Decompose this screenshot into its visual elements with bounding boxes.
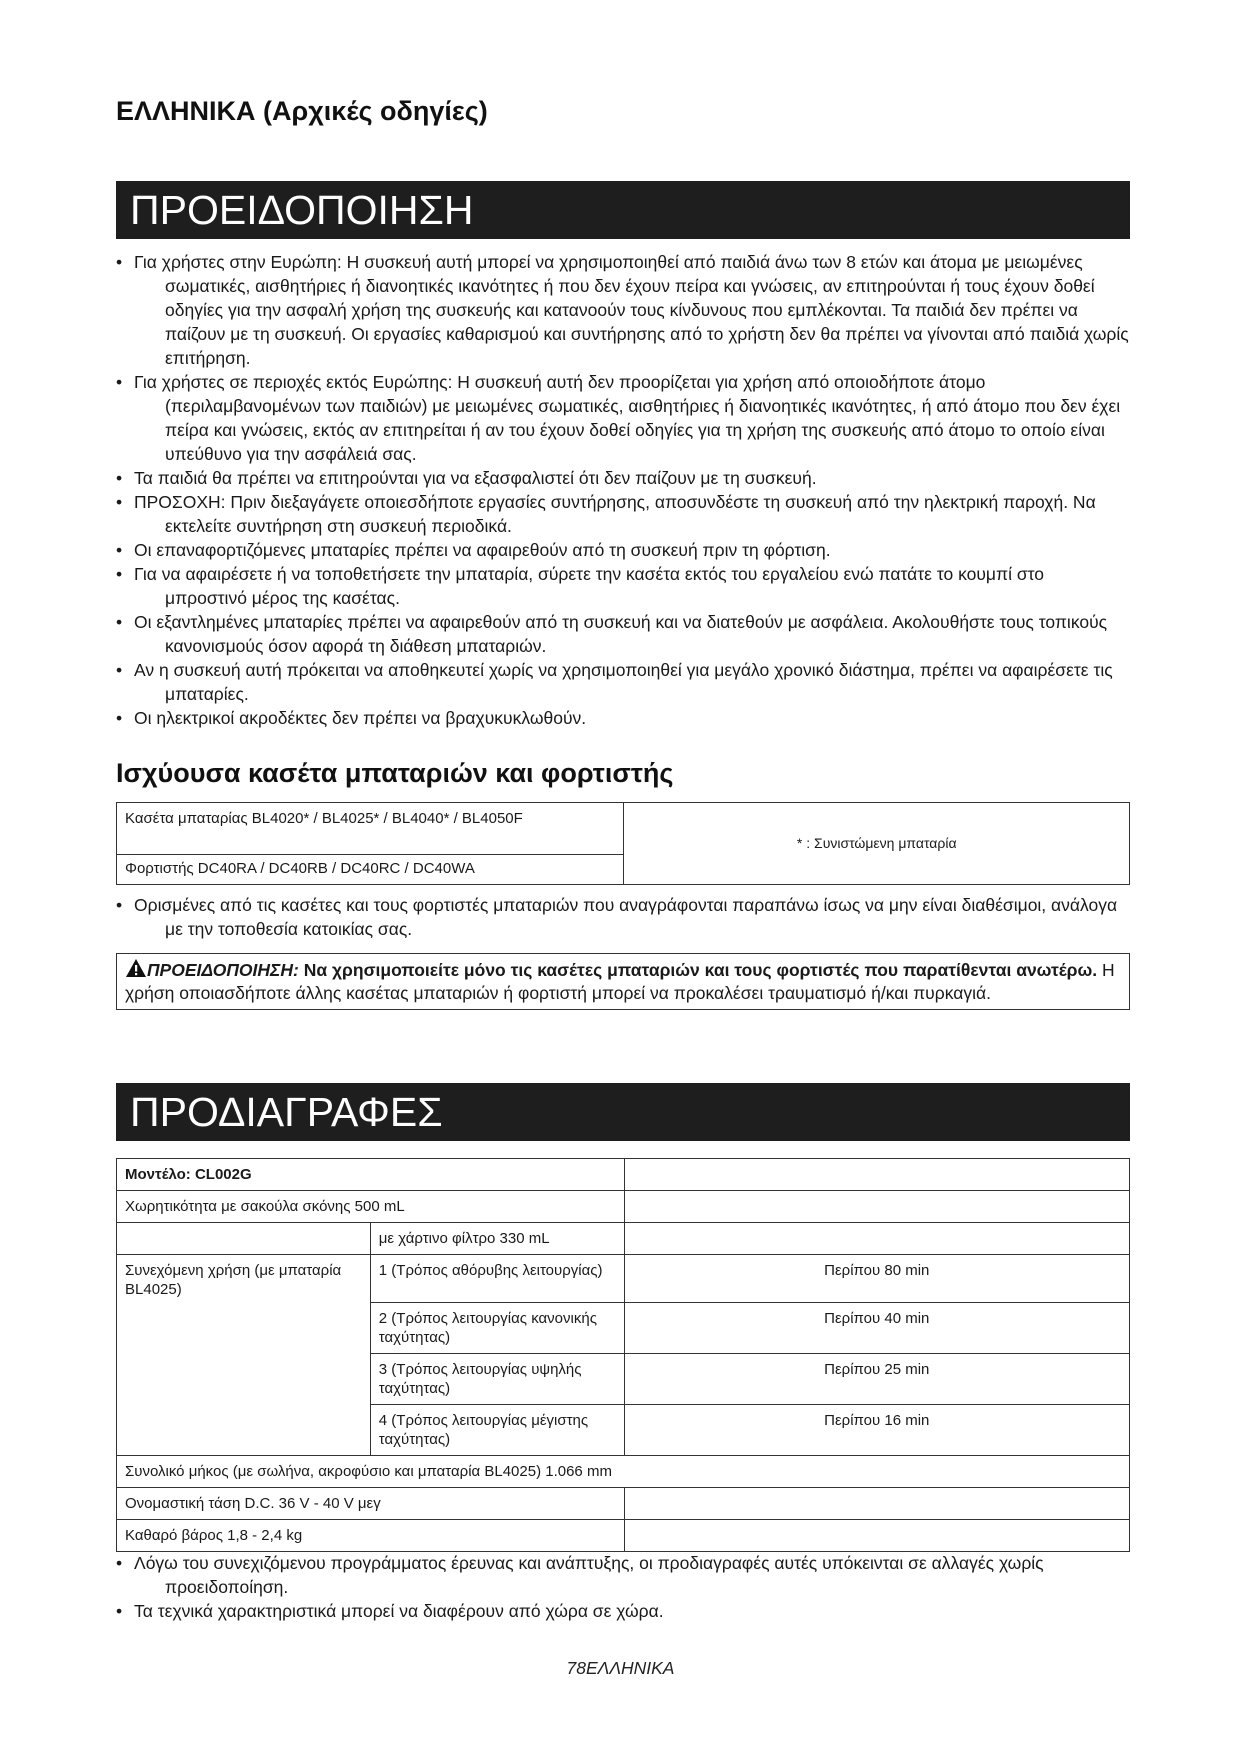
empty-cell bbox=[117, 1223, 371, 1255]
list-item: • Για να αφαιρέσετε ή να τοποθετήσετε την μπαταρία, σύρετε την κασέτα εκτός του εργαλείου ενώ πατάτε το κουμπί στο μπροστινό μέρος της κασέτας. bbox=[116, 562, 1130, 610]
table-row bbox=[117, 1520, 1130, 1552]
empty-cell bbox=[624, 1488, 1129, 1520]
runtime-mode-cell: 4 (Τρόπος λειτουργίας μέγιστης ταχύτητας) bbox=[370, 1405, 624, 1456]
runtime-value-cell: Περίπου 80 min bbox=[624, 1255, 1129, 1303]
battery-cell: Κασέτα μπαταρίας BL4020* / BL4025* / BL4040* / BL4050F bbox=[117, 803, 624, 855]
runtime-label-cell: Συνεχόμενη χρήση (με μπαταρία BL4025) bbox=[117, 1255, 371, 1456]
battery-table bbox=[116, 802, 1130, 885]
warning-strong-text: Να χρησιμοποιείτε μόνο τις κασέτες μπαταριών και τους φορτιστές που παρατίθενται ανωτέρω. bbox=[303, 960, 1098, 980]
warning-text: Η χρήση οποιασδήποτε άλλης κασέτας μπαταριών ή φορτιστή μπορεί να προκαλέσει τραυματισμό ή/και πυρκαγιά. bbox=[125, 960, 1115, 1003]
battery-section-heading: Ισχύουσα κασέτα μπαταριών και φορτιστής bbox=[116, 758, 674, 788]
runtime-value-cell: Περίπου 25 min bbox=[624, 1354, 1129, 1405]
model-cell: Μοντέλο: CL002G bbox=[117, 1159, 625, 1191]
table-row bbox=[117, 1456, 1130, 1488]
runtime-value-cell: Περίπου 16 min bbox=[624, 1405, 1129, 1456]
table-row bbox=[117, 1223, 1130, 1255]
list-item: • Οι επαναφορτιζόμενες μπαταρίες πρέπει να αφαιρεθούν από τη συσκευή πριν τη φόρτιση. bbox=[116, 538, 1130, 562]
page-title: ΕΛΛΗΝΙΚΑ (Αρχικές οδηγίες) bbox=[116, 96, 488, 126]
weight-cell: Καθαρό βάρος 1,8 - 2,4 kg bbox=[117, 1520, 625, 1552]
runtime-mode-cell: 1 (Τρόπος αθόρυβης λειτουργίας) bbox=[370, 1255, 624, 1303]
list-item: • Τα τεχνικά χαρακτηριστικά μπορεί να διαφέρουν από χώρα σε χώρα. bbox=[116, 1599, 1130, 1623]
list-item: • Οι εξαντλημένες μπαταρίες πρέπει να αφαιρεθούν από τη συσκευή και να διατεθούν με ασφάλεια. Ακολουθήστε τους τοπικούς κανονισμούς όσον αφορά τη διάθεση μπαταριών. bbox=[116, 610, 1130, 658]
warning-label: ΠΡΟΕΙΔΟΠΟΙΗΣΗ: bbox=[147, 960, 299, 980]
specs-table bbox=[116, 1158, 1130, 1552]
table-row bbox=[117, 1191, 1130, 1223]
warning-list bbox=[116, 250, 1130, 730]
warning-section-heading: ΠΡΟΕΙΔΟΠΟΙΗΣΗ bbox=[116, 181, 1130, 239]
runtime-mode-cell: 3 (Τρόπος λειτουργίας υψηλής ταχύτητας) bbox=[370, 1354, 624, 1405]
battery-warning-box bbox=[116, 953, 1130, 1010]
list-item: • Για χρήστες στην Ευρώπη: Η συσκευή αυτή μπορεί να χρησιμοποιηθεί από παιδιά άνω των 8 ετών και άτομα με μειωμένες σωματικές, αισθητήριες ή διανοητικές ικανότητες ή που δεν έχουν πείρα και γνώσεις, αν επιτηρούνται ή τους έχουν δοθεί οδηγίες για την ασφαλή χρήση της συσκευής και κατανοούν τους κίνδυνους που εμπλέκονται. Τα παιδιά δεν πρέπει να παίζουν με τη συσκευή. Οι εργασίες καθαρισμού και συντήρησης από το χρήστη δεν θα πρέπει να γίνονται από παιδιά χωρίς επιτήρηση. bbox=[116, 250, 1130, 370]
warning-triangle-icon bbox=[125, 958, 147, 978]
page-number: 78ΕΛΛΗΝΙΚΑ bbox=[566, 1658, 675, 1678]
list-item: • Οι ηλεκτρικοί ακροδέκτες δεν πρέπει να βραχυκυκλωθούν. bbox=[116, 706, 1130, 730]
recommended-note: * : Συνιστώμενη μπαταρία bbox=[624, 803, 1130, 885]
capacity-cell: Χωρητικότητα με σακούλα σκόνης 500 mL bbox=[117, 1191, 625, 1223]
list-item: • Ορισμένες από τις κασέτες και τους φορτιστές μπαταριών που αναγράφονται παραπάνω ίσως να μην είναι διαθέσιμοι, ανάλογα με την τοποθεσία κατοικίας σας. bbox=[116, 893, 1130, 941]
list-item: • Λόγω του συνεχιζόμενου προγράμματος έρευνας και ανάπτυξης, οι προδιαγραφές αυτές υπόκεινται σε αλλαγές χωρίς προειδοποίηση. bbox=[116, 1551, 1130, 1599]
availability-list bbox=[116, 893, 1130, 941]
list-item: • Αν η συσκευή αυτή πρόκειται να αποθηκευτεί χωρίς να χρησιμοποιηθεί για μεγάλο χρονικό διάστημα, πρέπει να αφαιρέσετε τις μπαταρίες. bbox=[116, 658, 1130, 706]
empty-cell bbox=[624, 1191, 1129, 1223]
specs-section-heading: ΠΡΟΔΙΑΓΡΑΦΕΣ bbox=[116, 1083, 1130, 1141]
list-item: • ΠΡΟΣΟΧΗ: Πριν διεξαγάγετε οποιεσδήποτε εργασίες συντήρησης, αποσυνδέστε τη συσκευή από την ηλεκτρική παροχή. Να εκτελείτε συντήρηση στη συσκευή περιοδικά. bbox=[116, 490, 1130, 538]
list-item: • Τα παιδιά θα πρέπει να επιτηρούνται για να εξασφαλιστεί ότι δεν παίζουν με τη συσκευή. bbox=[116, 466, 1130, 490]
table-row bbox=[117, 1255, 1130, 1303]
runtime-value-cell: Περίπου 40 min bbox=[624, 1303, 1129, 1354]
empty-cell bbox=[624, 1520, 1129, 1552]
voltage-cell: Ονομαστική τάση D.C. 36 V - 40 V μεγ bbox=[117, 1488, 625, 1520]
list-item: • Για χρήστες σε περιοχές εκτός Ευρώπης: Η συσκευή αυτή δεν προορίζεται για χρήση από οποιοδήποτε άτομο (περιλαμβανομένων των παιδιών) με μειωμένες σωματικές, αισθητήριες ή διανοητικές ικανότητες, ή από άτομο που δεν έχει πείρα και γνώσεις, εκτός αν επιτηρείται ή αν του έχουν δοθεί οδηγίες για τη χρήση της συσκευής από άτομο το οποίο είναι υπεύθυνο για την ασφάλειά σας. bbox=[116, 370, 1130, 466]
specs-notes-list bbox=[116, 1551, 1130, 1623]
length-cell: Συνολικό μήκος (με σωλήνα, ακροφύσιο και μπαταρία BL4025) 1.066 mm bbox=[117, 1456, 1130, 1488]
empty-cell bbox=[624, 1159, 1129, 1191]
runtime-mode-cell: 2 (Τρόπος λειτουργίας κανονικής ταχύτητας) bbox=[370, 1303, 624, 1354]
capacity-paper-cell: με χάρτινο φίλτρο 330 mL bbox=[370, 1223, 624, 1255]
empty-cell bbox=[624, 1223, 1129, 1255]
charger-cell: Φορτιστής DC40RA / DC40RB / DC40RC / DC40WA bbox=[117, 855, 624, 885]
table-row bbox=[117, 1159, 1130, 1191]
table-row bbox=[117, 803, 1130, 855]
table-row bbox=[117, 1488, 1130, 1520]
